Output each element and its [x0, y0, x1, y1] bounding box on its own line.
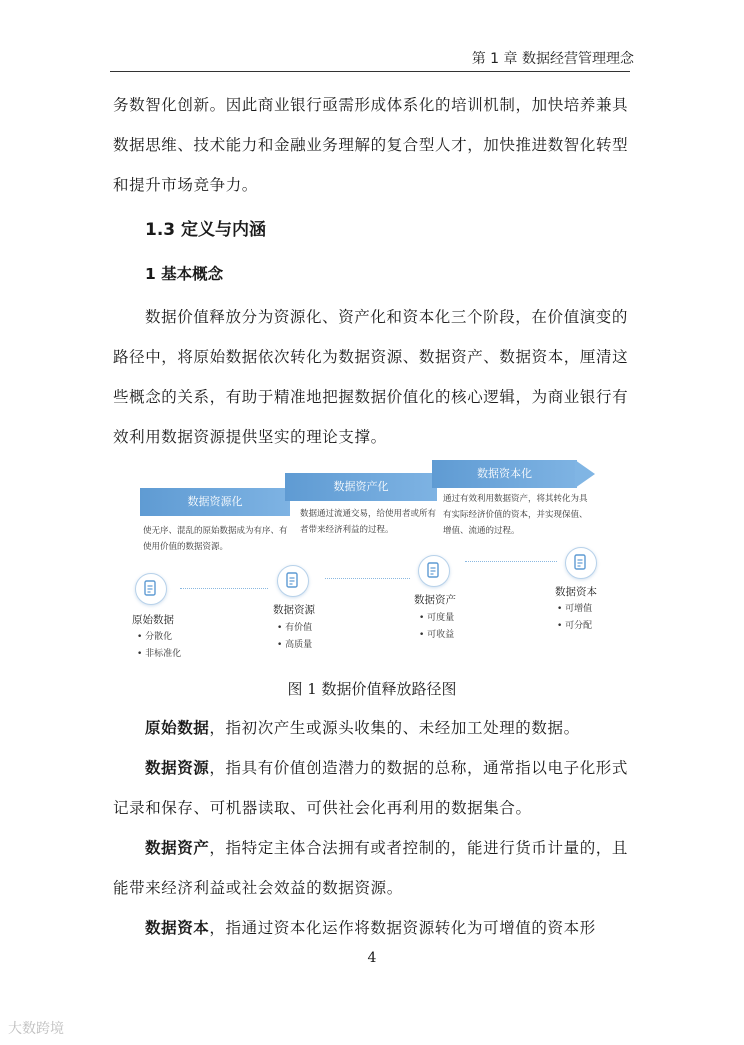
- concept-paragraph: 数据价值释放分为资源化、资产化和资本化三个阶段，在价值演变的路径中，将原始数据依次转化为数据资源、数据资产、数据资本，厘清这些概念的关系，有助于精准地把握数据价值化的核心逻辑，为商业银行有效利用数据资源提供坚实的理论支撑。: [113, 308, 629, 446]
- node-attr: • 可分配: [557, 621, 593, 631]
- stage-band-capital: 数据资本化: [432, 460, 577, 488]
- page-number: 4: [367, 950, 377, 966]
- stage-desc-asset: 数据通过流通交易，给使用者或所有者带来经济利益的过程。: [300, 509, 437, 535]
- stage-band-resource: 数据资源化: [140, 488, 290, 516]
- subsection-title: 1 基本概念: [145, 265, 224, 283]
- definition-term: 数据资源: [145, 759, 210, 777]
- watermark: 大数跨境: [8, 1021, 64, 1037]
- definition-raw-data: [113, 708, 633, 748]
- definition-text: ，指通过资本化运作将数据资源转化为可增值的资本形: [209, 919, 596, 937]
- node-attr: • 分散化: [137, 632, 173, 642]
- node-attr: • 可增值: [557, 604, 593, 614]
- path-connector: [325, 578, 410, 579]
- path-connector: [180, 588, 268, 589]
- node-attr: • 有价值: [277, 623, 313, 633]
- definition-data-capital: [113, 908, 633, 948]
- stage-band-asset: 数据资产化: [285, 473, 437, 501]
- node-label-raw: 原始数据: [132, 614, 174, 626]
- stage-desc-resource: 使无序、混乱的原始数据成为有序、有使用价值的数据资源。: [143, 526, 288, 552]
- node-label-resource: 数据资源: [273, 604, 315, 616]
- definition-term: 数据资本: [145, 919, 210, 937]
- node-label-capital: 数据资本: [555, 586, 597, 598]
- document-icon: [277, 565, 309, 597]
- intro-paragraph: 务数智化创新。因此商业银行亟需形成体系化的培训机制，加快培养兼具数据思维、技术能力和金融业务理解的复合型人才，加快推进数智化转型和提升市场竞争力。: [113, 96, 629, 194]
- node-label-asset: 数据资产: [414, 594, 456, 606]
- running-header: 第 1 章 数据经营管理理念: [471, 51, 634, 67]
- document-icon: [565, 547, 597, 579]
- document-icon: [418, 555, 450, 587]
- node-attr: • 高质量: [277, 640, 313, 650]
- definition-term: 原始数据: [145, 719, 210, 737]
- path-connector: [465, 561, 557, 562]
- document-icon: [135, 573, 167, 605]
- node-attr: • 非标准化: [137, 649, 182, 659]
- section-title: 1.3 定义与内涵: [145, 220, 267, 240]
- figure-caption: 图 1 数据价值释放路径图: [287, 680, 457, 698]
- path-arrowhead: [575, 460, 595, 488]
- definition-text: ，指具有价值创造潜力的数据的总称，通常指以电子化形式记录和保存、可机器读取、可供社会化再利用的数据集合。: [113, 759, 629, 817]
- definition-data-asset: [113, 828, 633, 908]
- node-attr: • 可度量: [419, 613, 455, 623]
- definition-text: ，指初次产生或源头收集的、未经加工处理的数据。: [209, 719, 580, 737]
- value-release-path-figure: [132, 455, 605, 675]
- header-divider: [110, 71, 630, 72]
- definition-term: 数据资产: [145, 839, 210, 857]
- node-attr: • 可收益: [419, 630, 455, 640]
- definition-text: ，指特定主体合法拥有或者控制的，能进行货币计量的，且能带来经济利益或社会效益的数据资源。: [113, 839, 629, 897]
- definition-data-resource: [113, 748, 633, 828]
- stage-desc-capital: 通过有效利用数据资产，将其转化为具有实际经济价值的资本，并实现保值、增值、流通的过程。: [443, 494, 588, 536]
